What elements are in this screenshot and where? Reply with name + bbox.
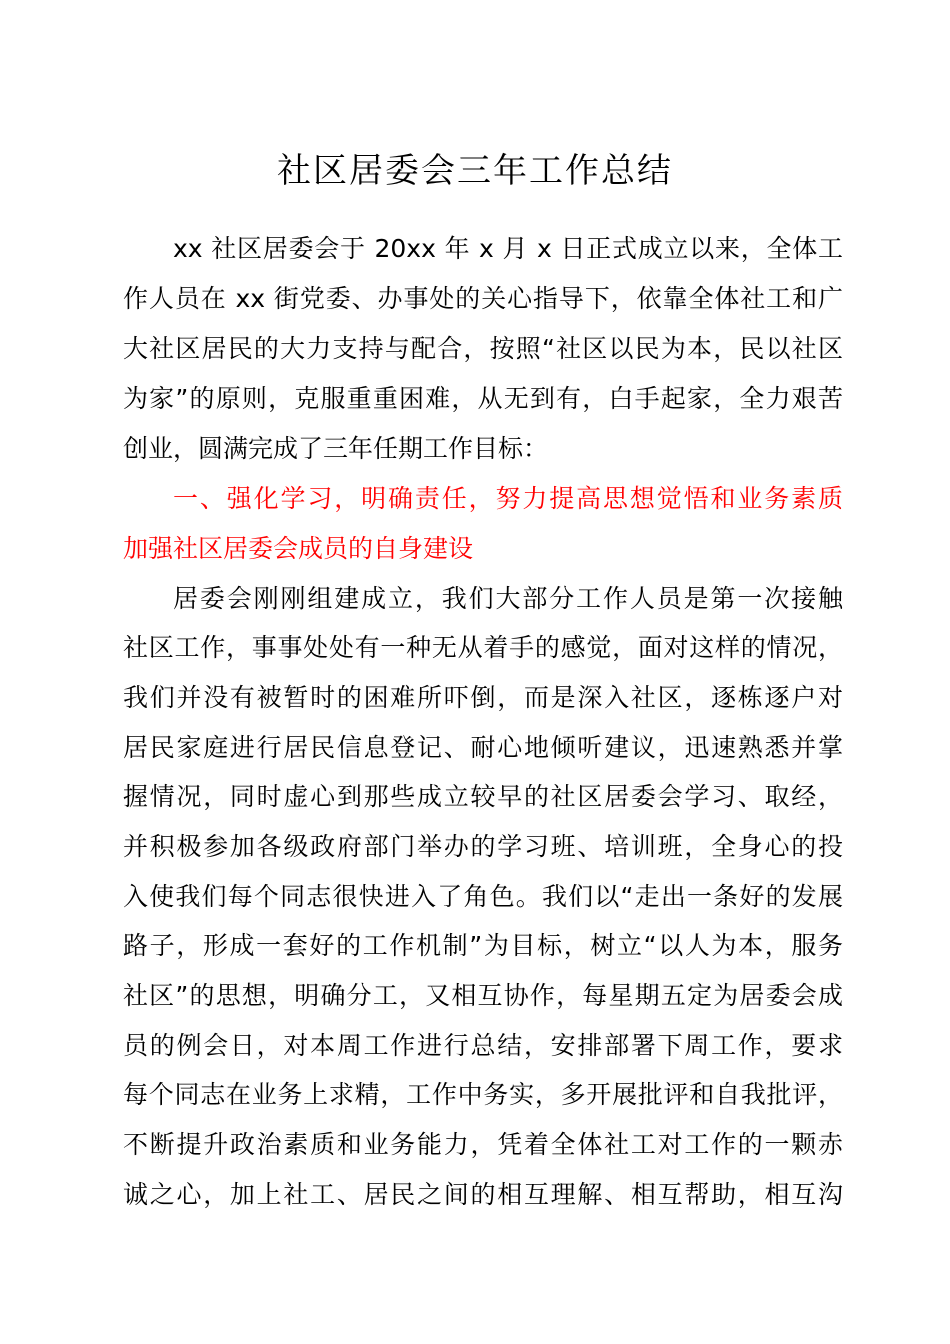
paragraph-2-line-1: 居委会刚刚组建成立，我们大部分工作人员是第一次接触 (173, 584, 843, 613)
paragraph-2-line-7: 入使我们每个同志很快进入了角色。我们以“走出一条好的发展 (123, 882, 843, 911)
paragraph-2-line-6: 并积极参加各级政府部门举办的学习班、培训班，全身心的投 (123, 832, 843, 861)
paragraph-1-line-4: 为家”的原则，克服重重困难，从无到有，白手起家，全力艰苦 (123, 384, 843, 413)
document-title: 社区居委会三年工作总结 (277, 151, 673, 191)
paragraph-2-line-11: 每个同志在业务上求精，工作中务实，多开展批评和自我批评， (123, 1080, 843, 1109)
paragraph-2-line-12: 不断提升政治素质和业务能力，凭着全体社工对工作的一颗赤 (123, 1130, 843, 1159)
paragraph-1-line-1: xx 社区居委会于 20xx 年 x 月 x 日正式成立以来，全体工 (173, 234, 843, 263)
paragraph-2-line-10: 员的例会日，对本周工作进行总结，安排部署下周工作，要求 (123, 1031, 843, 1060)
paragraph-1-line-3: 大社区居民的大力支持与配合，按照“社区以民为本，民以社区 (123, 334, 843, 363)
paragraph-1-line-2: 作人员在 xx 街党委、办事处的关心指导下，依靠全体社工和广 (123, 284, 843, 313)
paragraph-2-line-5: 握情况，同时虚心到那些成立较早的社区居委会学习、取经， (123, 782, 843, 811)
paragraph-2-line-9: 社区”的思想，明确分工，又相互协作，每星期五定为居委会成 (123, 981, 843, 1010)
paragraph-1-line-5: 创业，圆满完成了三年任期工作目标： (123, 434, 549, 463)
paragraph-2-line-13: 诚之心，加上社工、居民之间的相互理解、相互帮助，相互沟 (123, 1180, 843, 1209)
paragraph-2-line-4: 居民家庭进行居民信息登记、耐心地倾听建议，迅速熟悉并掌 (123, 733, 843, 762)
section-heading-line-1: 一、强化学习，明确责任，努力提高思想觉悟和业务素质 (173, 484, 843, 513)
section-heading-line-2: 加强社区居委会成员的自身建设 (123, 534, 474, 563)
paragraph-2-line-3: 我们并没有被暂时的困难所吓倒，而是深入社区，逐栋逐户对 (123, 683, 843, 712)
paragraph-2-line-2: 社区工作，事事处处有一种无从着手的感觉，面对这样的情况， (123, 633, 843, 662)
paragraph-2-line-8: 路子，形成一套好的工作机制”为目标，树立“以人为本，服务 (123, 931, 843, 960)
